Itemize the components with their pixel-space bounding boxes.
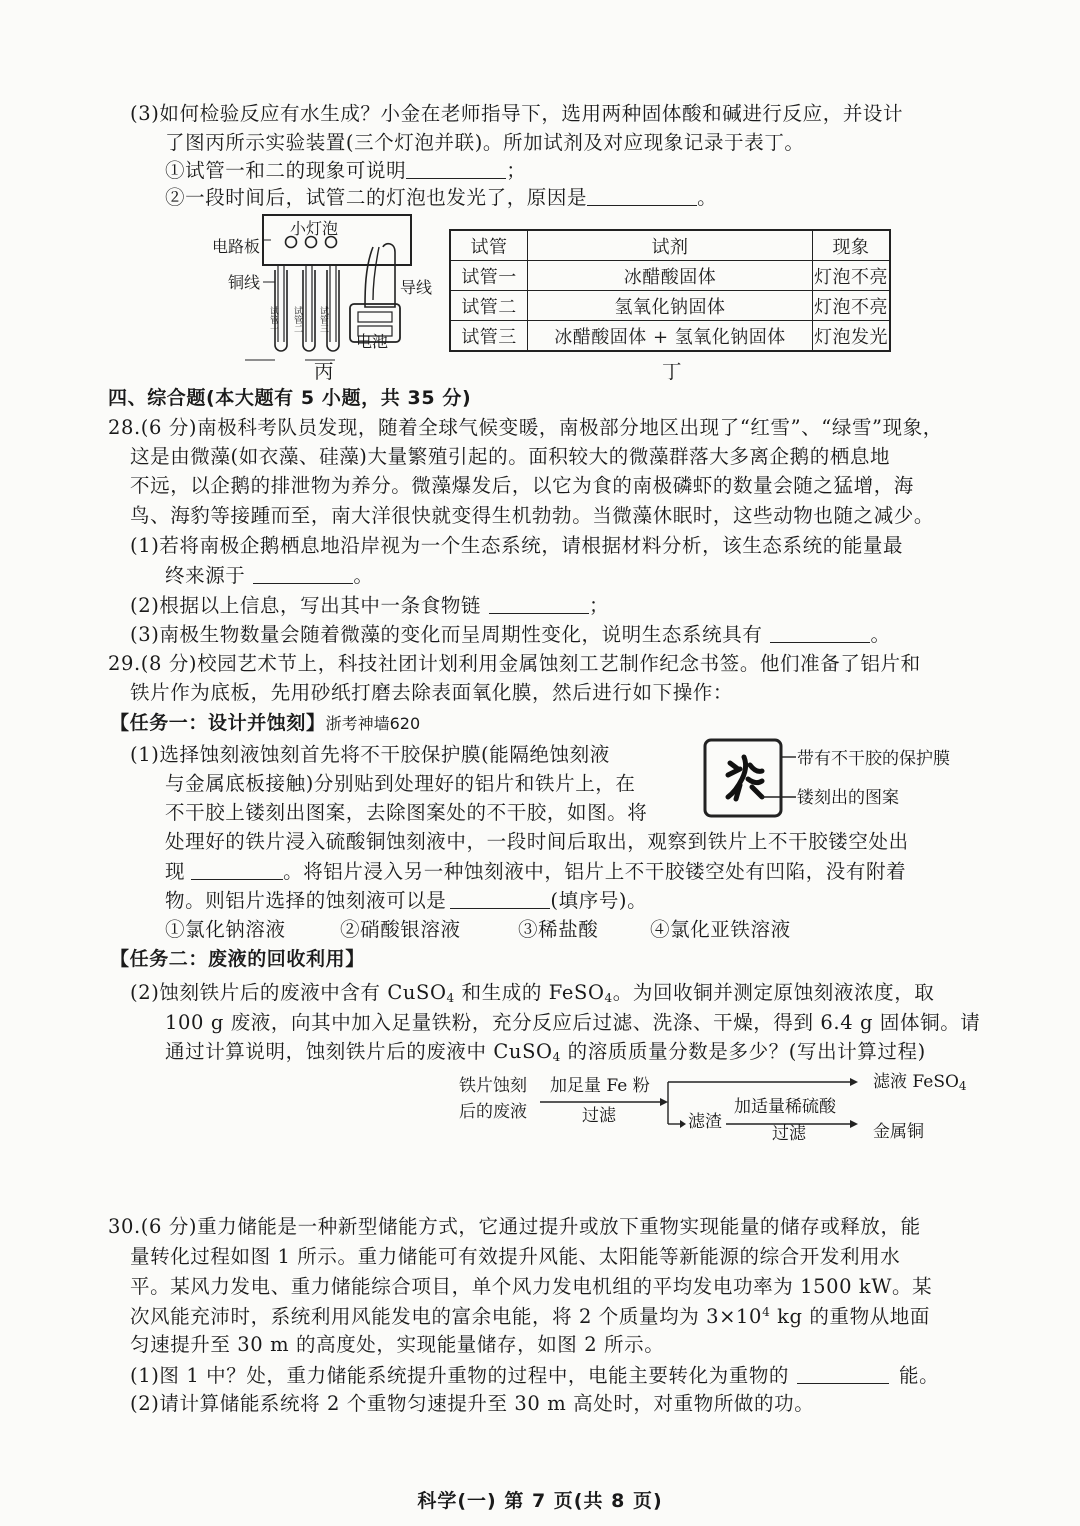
- q27-part3-line2: 了图丙所示实验装置(三个灯泡并联)。所加试剂及对应现象记录于表丁。: [165, 131, 805, 154]
- fig-label-protective-film: 带有不干胶的保护膜: [797, 749, 950, 769]
- q30-p1: (1)图 1 中？处，重力储能系统提升重物的过程中，电能主要转化为重物的 能。: [130, 1364, 940, 1387]
- answer-blank[interactable]: [406, 160, 506, 179]
- q30-p2: (2)请计算储能系统将 2 个重物匀速提升至 30 m 高处时，对重物所做的功。: [130, 1392, 815, 1415]
- caption-ding: 丁: [662, 360, 683, 383]
- table-header-cell: 试剂: [528, 230, 813, 261]
- table-cell: 冰醋酸固体: [528, 261, 813, 291]
- table-row: [450, 291, 890, 321]
- q29-p2-line2: 100 g 废液，向其中加入足量铁粉，充分反应后过滤、洗涤、干燥，得到 6.4 g 固体铜。请: [165, 1011, 981, 1034]
- table-cell: 灯泡不亮: [813, 261, 891, 291]
- label-small-bulbs: 小灯泡: [290, 219, 339, 238]
- option-2: ②硝酸银溶液: [340, 918, 461, 941]
- q28-line1: 28.(6 分)南极科考队员发现，随着全球气候变暖，南极部分地区出现了“红雪”、“绿雪”现象，: [108, 416, 943, 439]
- etching-pattern-figure: [700, 735, 800, 825]
- q29-p1-line4: 处理好的铁片浸入硫酸铜蚀刻液中，一段时间后取出，观察到铁片上不干胶镂空处出: [165, 830, 909, 853]
- q28-line3: 不远，以企鹅的排泄物为养分。微藻爆发后，以它为食的南极磷虾的数量会随之猛增，海: [130, 474, 914, 497]
- caption-bing: 丙: [314, 360, 335, 383]
- table-cell: 试管二: [450, 291, 528, 321]
- q29-task2: 【任务二：废液的回收利用】: [110, 948, 365, 970]
- answer-blank[interactable]: [253, 565, 353, 584]
- option-3: ③稀盐酸: [518, 918, 599, 941]
- table-cell: 冰醋酸固体 + 氢氧化钠固体: [528, 321, 813, 352]
- q30-line2: 量转化过程如图 1 所示。重力储能可有效提升风能、太阳能等新能源的综合开发利用水: [130, 1245, 901, 1268]
- table-header-cell: 试管: [450, 230, 528, 261]
- q29-p1-line3: 不干胶上镂刻出图案，去除图案处的不干胶，如图。将: [165, 801, 648, 824]
- answer-blank[interactable]: [450, 890, 550, 909]
- q29-p1-line6: 物。则铝片选择的蚀刻液可以是 (填序号)。: [165, 889, 648, 912]
- flow-filtrate: 滤液 FeSO$_4$: [873, 1072, 967, 1093]
- flow-start-line2: 后的废液: [459, 1102, 527, 1122]
- label-tube2: 试管二: [292, 306, 302, 333]
- page-footer: 科学(一) 第 7 页(共 8 页): [417, 1490, 663, 1512]
- q29-p1-line2: 与金属底板接触)分别贴到处理好的铝片和铁片上，在: [165, 772, 636, 795]
- q29-p2-line3: 通过计算说明，蚀刻铁片后的废液中 CuSO$_4$ 的溶质质量分数是多少？(写出计算过程): [165, 1040, 926, 1064]
- table-header-cell: 现象: [813, 230, 891, 261]
- answer-blank[interactable]: [191, 861, 283, 880]
- table-row: [450, 321, 890, 352]
- answer-blank[interactable]: [797, 1365, 889, 1384]
- q30-line5: 匀速提升至 30 m 的高度处，实现能量储存，如图 2 所示。: [130, 1333, 665, 1356]
- q28-p3: (3)南极生物数量会随着微藻的变化而呈周期性变化，说明生态系统具有 。: [130, 623, 891, 646]
- q29-p1-line1: (1)选择蚀刻液蚀刻首先将不干胶保护膜(能隔绝蚀刻液: [130, 743, 610, 766]
- option-1: ①氯化钠溶液: [165, 918, 286, 941]
- fig-label-carved-pattern: 镂刻出的图案: [797, 788, 899, 808]
- table-header-row: [450, 230, 890, 261]
- watermark-text: 浙考神墙620: [325, 714, 421, 733]
- label-circuit-board: 电路板: [212, 237, 261, 256]
- q30-line3: 平。某风力发电、重力储能综合项目，单个风力发电机组的平均发电功率为 1500 kW。某: [130, 1275, 933, 1298]
- label-tube3: 试管三: [318, 306, 328, 333]
- table-cell: 灯泡不亮: [813, 291, 891, 321]
- label-copper-wire: 铜线: [228, 273, 261, 292]
- q29-p2-line1: (2)蚀刻铁片后的废液中含有 CuSO$_4$ 和生成的 FeSO$_4$。为回收铜并测定原蚀刻液浓度，取: [130, 981, 935, 1005]
- flow-step2-top: 加适量稀硫酸: [734, 1097, 836, 1117]
- answer-blank[interactable]: [770, 624, 870, 643]
- q27-sub2: ②一段时间后，试管二的灯泡也发光了，原因是 。: [165, 186, 718, 209]
- q28-line4: 鸟、海豹等接踵而至，南大洋很快就变得生机勃勃。当微藻休眠时，这些动物也随之减少。: [130, 504, 935, 527]
- section4-title: 四、综合题(本大题有 5 小题，共 35 分): [108, 387, 472, 409]
- table-ding: [449, 229, 891, 352]
- flow-start-line1: 铁片蚀刻: [459, 1076, 527, 1096]
- q28-p2: (2)根据以上信息，写出其中一条食物链 ；: [130, 594, 610, 617]
- answer-blank[interactable]: [587, 187, 697, 206]
- q27-sub1: ①试管一和二的现象可说明 ；: [165, 159, 527, 182]
- table-cell: 灯泡发光: [813, 321, 891, 352]
- option-4: ④氯化亚铁溶液: [650, 918, 791, 941]
- table-cell: 试管三: [450, 321, 528, 352]
- q30-line4: 次风能充沛时，系统利用风能发电的富余电能，将 2 个质量均为 $3\times 10^4$ kg 的重物从地面: [130, 1305, 931, 1328]
- q28-p1-line1: (1)若将南极企鹅栖息地沿岸视为一个生态系统，请根据材料分析，该生态系统的能量最: [130, 534, 904, 557]
- q29-line2: 铁片作为底板，先用砂纸打磨去除表面氧化膜，然后进行如下操作：: [130, 681, 734, 704]
- q29-p1-line5: 现 。将铝片浸入另一种蚀刻液中，铝片上不干胶镂空处有凹陷，没有附着: [165, 860, 907, 883]
- flow-residue: 滤渣: [688, 1112, 722, 1132]
- q30-line1: 30.(6 分)重力储能是一种新型储能方式，它通过提升或放下重物实现能量的储存或释放，能: [108, 1215, 921, 1238]
- q28-line2: 这是由微藻(如衣藻、硅藻)大量繁殖引起的。面积较大的微藻群落大多离企鹅的栖息地: [130, 445, 891, 468]
- table-cell: 氢氧化钠固体: [528, 291, 813, 321]
- label-tube1: 试管一: [268, 306, 278, 333]
- answer-blank[interactable]: [489, 595, 589, 614]
- label-wire: 导线: [400, 278, 433, 297]
- label-battery: 电池: [356, 332, 389, 351]
- q28-p1-line2: 终来源于 。: [165, 564, 374, 587]
- q29-line1: 29.(8 分)校园艺术节上，科技社团计划利用金属蚀刻工艺制作纪念书签。他们准备了铝片和: [108, 652, 921, 675]
- table-row: [450, 261, 890, 291]
- flow-product: 金属铜: [873, 1122, 924, 1142]
- flow-step1-top: 加足量 Fe 粉: [550, 1076, 650, 1096]
- flow-step2-bottom: 过滤: [772, 1124, 806, 1144]
- flow-step1-bottom: 过滤: [582, 1106, 616, 1126]
- q29-task1: 【任务一：设计并蚀刻】浙考神墙620: [110, 712, 421, 734]
- table-cell: 试管一: [450, 261, 528, 291]
- q27-part3-line1: (3)如何检验反应有水生成？小金在老师指导下，选用两种固体酸和碱进行反应，并设计: [130, 102, 904, 125]
